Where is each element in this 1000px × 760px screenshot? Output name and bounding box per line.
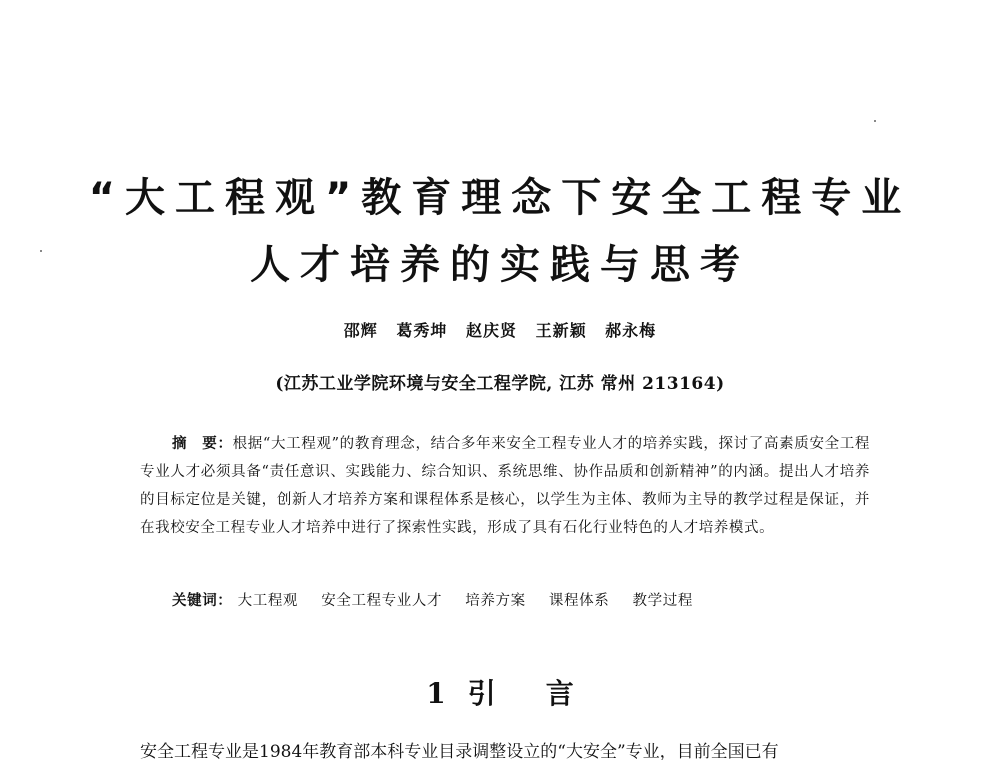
paper-title-line-1: “大工程观”教育理念下安全工程专业 bbox=[88, 175, 912, 221]
scan-speck bbox=[40, 250, 42, 252]
section-heading bbox=[0, 677, 1000, 710]
keyword: 培养方案 bbox=[465, 593, 526, 609]
keyword: 课程体系 bbox=[548, 593, 610, 609]
abstract-text: 根据“大工程观”的教育理念，结合多年来安全工程专业人才的培养实践，探讨了高素质安全工程专业人才必须具备“责任意识、实践能力、综合知识、系统思维、协作品质和创新精神”的内涵。提出人才培养的目标定位是关键，创新人才培养方案和课程体系是核心，以学生为主体、教师为主导的教学过程是保证，并在我校安全工程专业人才培养中进行了探索性实践，形成了具有石化行业特色的人才培养模式。 bbox=[140, 436, 871, 536]
section-title: 引言 bbox=[467, 677, 624, 710]
author-name: 葛秀坤 bbox=[396, 321, 448, 340]
keyword: 教学过程 bbox=[632, 593, 693, 609]
keywords bbox=[172, 589, 892, 610]
author-name: 王新颖 bbox=[535, 321, 587, 340]
body-paragraph-first-line: 安全工程专业是1984年教育部本科专业目录调整设立的“大安全”专业，目前全国已有 bbox=[140, 742, 779, 760]
keyword: 安全工程专业人才 bbox=[321, 593, 443, 609]
paper-title-line-2: 人才培养的实践与思考 bbox=[250, 242, 750, 288]
abstract-label: 摘 要： bbox=[172, 436, 233, 452]
affiliation: (江苏工业学院环境与安全工程学院, 江苏 常州 213164) bbox=[275, 374, 725, 394]
abstract bbox=[140, 430, 870, 542]
keyword: 大工程观 bbox=[237, 593, 299, 609]
author-name: 赵庆贤 bbox=[465, 321, 517, 340]
author-name: 邵辉 bbox=[343, 321, 378, 340]
section-number: 1 bbox=[426, 677, 446, 710]
author-name: 郝永梅 bbox=[605, 321, 657, 340]
keywords-label: 关键词： bbox=[172, 593, 233, 609]
scan-speck bbox=[874, 120, 876, 122]
author-list bbox=[0, 318, 1000, 341]
